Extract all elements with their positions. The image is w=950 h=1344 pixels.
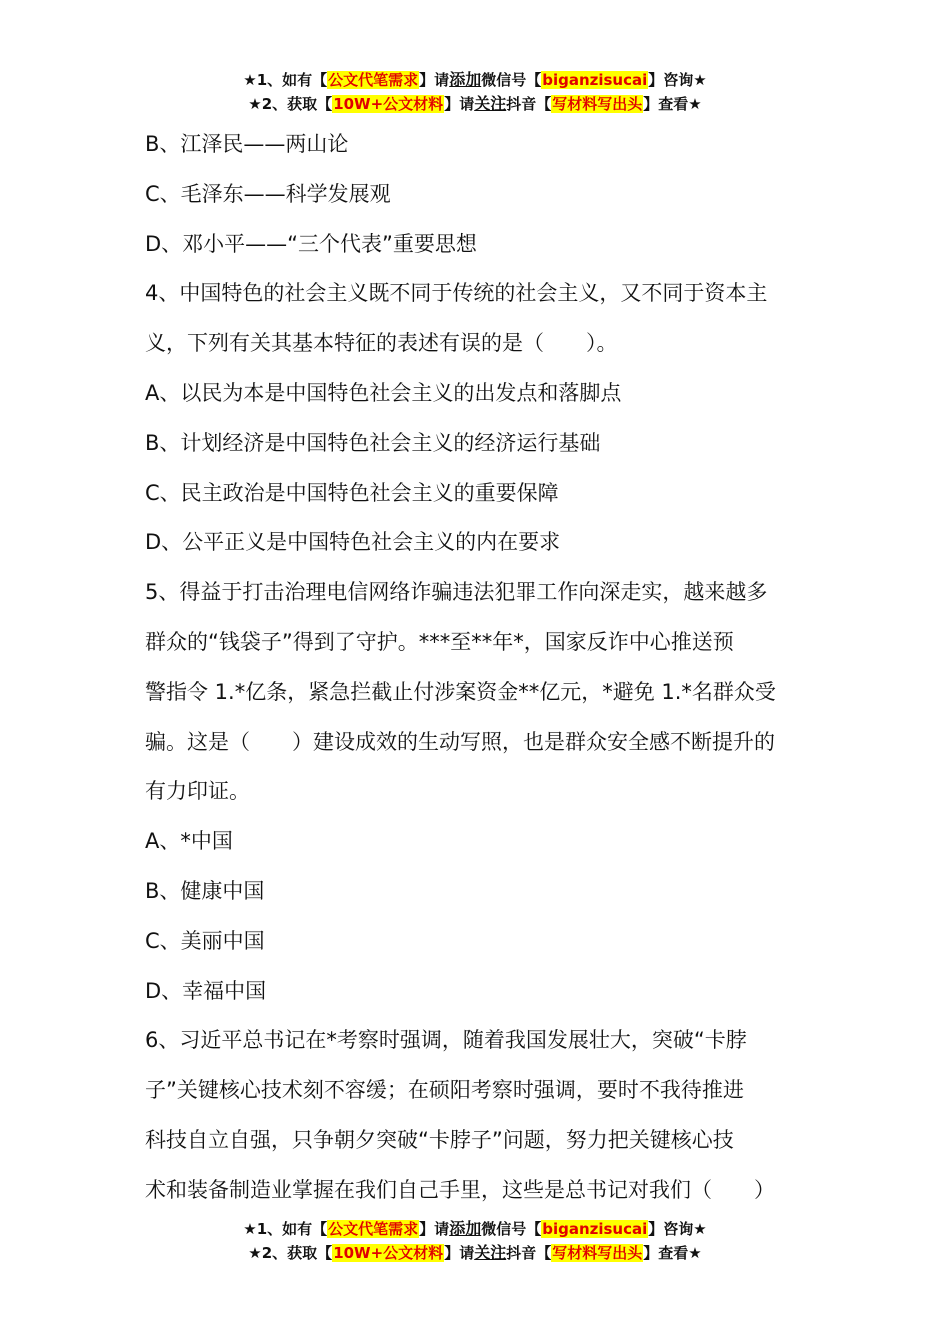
text-line: C、美丽中国 — [145, 928, 265, 953]
text-line: 6、习近平总书记在*考察时强调，随着我国发展壮大，突破“卡脖 — [145, 1028, 747, 1053]
banner-text: 】查看★ — [643, 95, 702, 113]
document-body — [145, 120, 815, 1216]
promo-line-1 — [0, 1217, 950, 1241]
banner-highlight: 10W+公文材料 — [333, 1244, 444, 1262]
banner-underline: 关注 — [474, 94, 507, 113]
banner-text: ★2、获取【 — [248, 1244, 333, 1262]
text-line: 4、中国特色的社会主义既不同于传统的社会主义，又不同于资本主 — [145, 281, 768, 306]
banner-text: 】咨询★ — [648, 71, 707, 89]
banner-text: ★1、如有【 — [243, 1220, 328, 1238]
promo-line-1 — [0, 68, 950, 92]
banner-text: ★1、如有【 — [243, 71, 328, 89]
text-line: 子”关键核心技术刻不容缓；在硕阳考察时强调，要时不我待推进 — [145, 1078, 744, 1103]
text-line: C、毛泽东——科学发展观 — [145, 181, 391, 206]
text-line: 警指令 1.*亿条，紧急拦截止付涉案资金**亿元，*避免 1.*名群众受 — [145, 679, 776, 704]
promo-banner-bottom — [0, 1217, 950, 1265]
text-line: B、江泽民——两山论 — [145, 132, 349, 156]
text-line: D、公平正义是中国特色社会主义的内在要求 — [145, 530, 561, 555]
text-line: 有力印证。 — [145, 779, 250, 804]
banner-text: 抖音【 — [506, 1244, 552, 1262]
text-line: 义，下列有关其基本特征的表述有误的是（ ）。 — [145, 331, 618, 356]
text-line: B、计划经济是中国特色社会主义的经济运行基础 — [145, 430, 601, 455]
text-line: 5、得益于打击治理电信网络诈骗违法犯罪工作向深走实，越来越多 — [145, 580, 768, 605]
banner-wechat-id: biganzisucai — [542, 1220, 648, 1238]
banner-text: 】查看★ — [643, 1244, 702, 1262]
text-line: 术和装备制造业掌握在我们自己手里，这些是总书记对我们（ ） — [145, 1177, 775, 1202]
banner-highlight: 公文代笔需求 — [328, 71, 419, 89]
banner-underline: 添加 — [449, 1219, 482, 1238]
banner-highlight: 10W+公文材料 — [333, 95, 444, 113]
banner-text: 微信号【 — [481, 71, 542, 89]
promo-banner-top — [0, 68, 950, 116]
text-line: D、邓小平——“三个代表”重要思想 — [145, 231, 477, 256]
banner-text: 】请 — [444, 1244, 475, 1262]
banner-douyin-id: 写材料写出头 — [552, 95, 643, 113]
text-line: D、幸福中国 — [145, 978, 267, 1003]
text-line: A、*中国 — [145, 829, 233, 854]
banner-text: 】咨询★ — [648, 1220, 707, 1238]
banner-highlight: 公文代笔需求 — [328, 1220, 419, 1238]
text-line: B、健康中国 — [145, 878, 265, 903]
banner-underline: 关注 — [474, 1243, 507, 1262]
text-line: 科技自立自强，只争朝夕突破“卡脖子”问题，努力把关键核心技 — [145, 1127, 734, 1152]
banner-wechat-id: biganzisucai — [542, 71, 648, 89]
banner-text: 微信号【 — [481, 1220, 542, 1238]
banner-douyin-id: 写材料写出头 — [552, 1244, 643, 1262]
text-line: 骗。这是（ ）建设成效的生动写照，也是群众安全感不断提升的 — [145, 729, 775, 754]
banner-underline: 添加 — [449, 70, 482, 89]
text-line: A、以民为本是中国特色社会主义的出发点和落脚点 — [145, 380, 622, 405]
promo-line-2 — [0, 1241, 950, 1265]
text-line: C、民主政治是中国特色社会主义的重要保障 — [145, 480, 559, 505]
banner-text: 抖音【 — [506, 95, 552, 113]
banner-text: ★2、获取【 — [248, 95, 333, 113]
banner-text: 】请 — [444, 95, 475, 113]
text-line: 群众的“钱袋子”得到了守护。***至**年*，国家反诈中心推送预 — [145, 629, 734, 654]
promo-line-2 — [0, 92, 950, 116]
banner-text: 】请 — [419, 1220, 450, 1238]
banner-text: 】请 — [419, 71, 450, 89]
